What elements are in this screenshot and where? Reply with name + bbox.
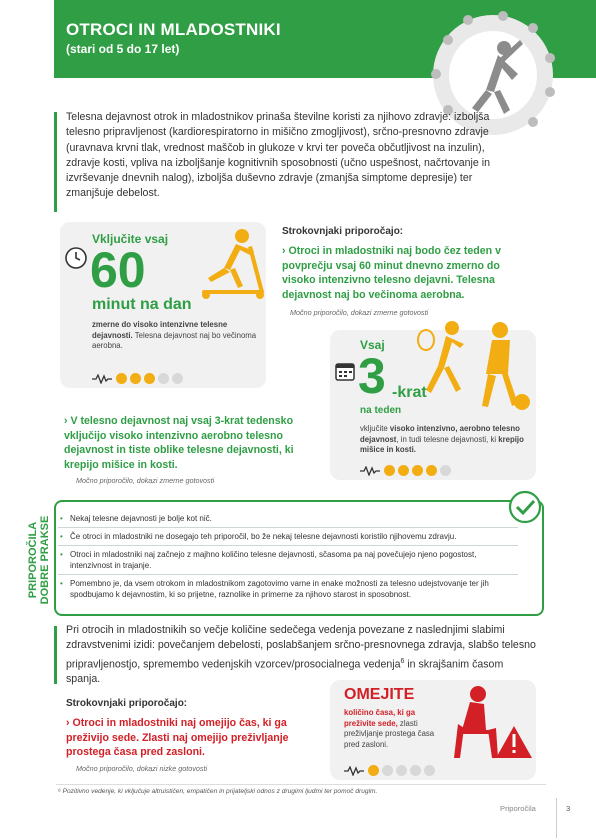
- page-number: 3: [566, 804, 571, 813]
- card2-desc-3: , in tudi telesne dejavnosti, ki: [396, 434, 499, 444]
- footnote-ref: 6: [400, 657, 405, 665]
- pulse-icon: [344, 766, 364, 776]
- card2-per-week: na teden: [360, 405, 402, 416]
- card3-description: [344, 708, 436, 750]
- best-practice-label-wrap: [6, 515, 66, 605]
- tennis-football-kids-icon: [416, 318, 532, 414]
- rating-dot: [172, 373, 183, 384]
- rec3-text: [66, 716, 316, 760]
- chevron-right-icon: ›: [64, 415, 71, 427]
- rating-dot: [158, 373, 169, 384]
- best-practice-list: [58, 510, 518, 603]
- footnote: ⁶ Pozitivno vedenje, ki vključuje altruističen, empatičen in prijateljski odnos z drugimi ljudmi ter pomoč drugim.: [58, 788, 378, 795]
- intro-paragraph: Telesna dejavnost otrok in mladostnikov prinaša številne koristi za njihovo zdravje: izboljša telesno pripravljenost (kardiorespiratorno in mišično zmogljivost), srčno-presnovno zdravje (uravnava krvni tlak, vrednost maščob in glukoze v krvi ter poveča občutljivost na inzulin), zdravje kosti, vpliva na izboljšanje kognitivnih sposobnosti (učno uspešnost, načrtovanje in izvrševanje dnevnih nalog), izboljša duševno zdravje (zmanjša simptome depresije) ter zmanjšuje debelost.: [66, 111, 490, 200]
- rating-dot: [410, 765, 421, 776]
- card1-include: Vključite vsaj: [92, 232, 169, 246]
- rec1-note: Močno priporočilo, dokazi zmerne gotovosti: [290, 308, 429, 317]
- scooter-kid-icon: [190, 226, 270, 300]
- rec2-note: Močno priporočilo, dokazi zmerne gotovosti: [76, 476, 215, 485]
- sitting-text: Pri otrocih in mladostnikih so večje količine sedečega vedenja povezane z naslednjimi slabimi zdravstvenimi izidi: povečanjem debelosti, poslabšanjem srčno-presnovnega zdravja, slabšo telesno pripravljenostjo, spremembo vedenjskih vzorcev/prosocialnega vedenja: [66, 624, 536, 671]
- rating-dot: [398, 465, 409, 476]
- list-item: • Otroci in mladostniki naj začnejo z majhno količino telesne dejavnosti, sčasoma pa naj povečujejo njeno pogostost, intenzivnost in trajanje.: [58, 546, 518, 575]
- rating-dot: [424, 765, 435, 776]
- list-item: • Nekaj telesne dejavnosti je bolje kot nič.: [58, 510, 518, 528]
- rec2-text: [64, 414, 314, 472]
- card2-at-least: Vsaj: [360, 338, 385, 352]
- rating-dot: [144, 373, 155, 384]
- intro-accent-bar: [54, 112, 57, 212]
- sitting-warning-icon: [444, 684, 534, 762]
- rating-dot: [440, 465, 451, 476]
- page-title: OTROCI IN MLADOSTNIKI: [66, 20, 281, 39]
- chevron-right-icon: ›: [66, 717, 73, 729]
- chevron-right-icon: ›: [282, 245, 289, 257]
- card1-description: [92, 320, 258, 352]
- list-item: • Če otroci in mladostniki ne dosegajo teh priporočil, bo že nekaj telesne dejavnosti koristilo njihovemu zdravju.: [58, 528, 518, 546]
- card2-description: [360, 424, 530, 456]
- rating-dot: [396, 765, 407, 776]
- card3-title: OMEJITE: [344, 686, 415, 703]
- rating-dot: [368, 765, 379, 776]
- rec3-title: Strokovnjaki priporočajo:: [66, 698, 188, 709]
- rating-dot: [426, 465, 437, 476]
- rating-dot: [130, 373, 141, 384]
- page-subtitle: (stari od 5 do 17 let): [66, 42, 180, 56]
- card2-big-number: 3: [358, 348, 386, 404]
- rating-dot: [116, 373, 127, 384]
- sitting-text-end: in skrajšanim časom spanja.: [66, 658, 504, 686]
- card1-evidence-rating: [92, 370, 186, 388]
- footnote-divider: [56, 784, 546, 785]
- rec1-title: Strokovnjaki priporočajo:: [282, 226, 404, 237]
- card3-desc-bold: količino časa, ki ga preživite sede,: [344, 708, 416, 728]
- list-item: • Pomembno je, da vsem otrokom in mladostnikom zagotovimo varne in enake možnosti za telesno udejstvovanje ter jih spodbujamo k dejavnostim, ki so prijetne, raznolike in primerne za njihovo starost in sposobnost.: [58, 575, 518, 603]
- card2-times: -krat: [392, 384, 427, 401]
- footer-section: Priporočila: [500, 804, 536, 813]
- footer-divider: [556, 798, 557, 838]
- card2-desc-4: krepijo mišice in kosti.: [360, 434, 524, 454]
- calendar-icon: [334, 360, 356, 382]
- card2-evidence-rating: [360, 462, 454, 480]
- rec3-note: Močno priporočilo, dokazi nizke gotovosti: [76, 764, 208, 773]
- card2-desc-2: visoko intenzivno, aerobno telesno dejavnost: [360, 424, 520, 444]
- rec3-text-body: Otroci in mladostniki naj omejijo čas, ki ga preživijo sede. Zlasti naj omejijo preživljanje prostega časa pred zasloni.: [66, 717, 289, 758]
- rating-dot: [384, 465, 395, 476]
- card1-unit: minut na dan: [92, 296, 192, 313]
- sitting-accent-bar: [54, 626, 57, 684]
- rec2-text-body: V telesno dejavnost naj vsaj 3-krat tedensko vključijo visoko intenzivno aerobno telesno dejavnost in tiste oblike telesne dejavnosti, ki krepijo mišice in kosti.: [64, 415, 294, 471]
- card3-desc-rest: zlasti preživljanje prostega časa pred zasloni.: [344, 718, 435, 749]
- pulse-icon: [92, 374, 112, 384]
- card2-desc-1: vključite: [360, 424, 390, 433]
- rating-dot: [412, 465, 423, 476]
- clock-icon: [64, 246, 88, 270]
- rec1-text: [282, 244, 532, 302]
- best-practice-label: PRIPOROČILA DOBRE PRAKSE: [27, 515, 51, 605]
- rec1-text-body: Otroci in mladostniki naj bodo čez teden v povprečju vsaj 60 minut dnevno zmerno do visoko intenzivno telesno dejavni. Telesna dejavnost naj bo večinoma aerobna.: [282, 245, 501, 301]
- card1-big-number: 60: [90, 242, 146, 298]
- sitting-paragraph: [66, 623, 536, 688]
- pulse-icon: [360, 466, 380, 476]
- card1-desc-rest: Telesna dejavnost naj bo večinoma aerobna.: [92, 330, 257, 350]
- card1-desc-bold: zmerne do visoko intenzivne telesne dejavnosti.: [92, 320, 228, 340]
- card3-evidence-rating: [344, 762, 438, 780]
- rating-dot: [382, 765, 393, 776]
